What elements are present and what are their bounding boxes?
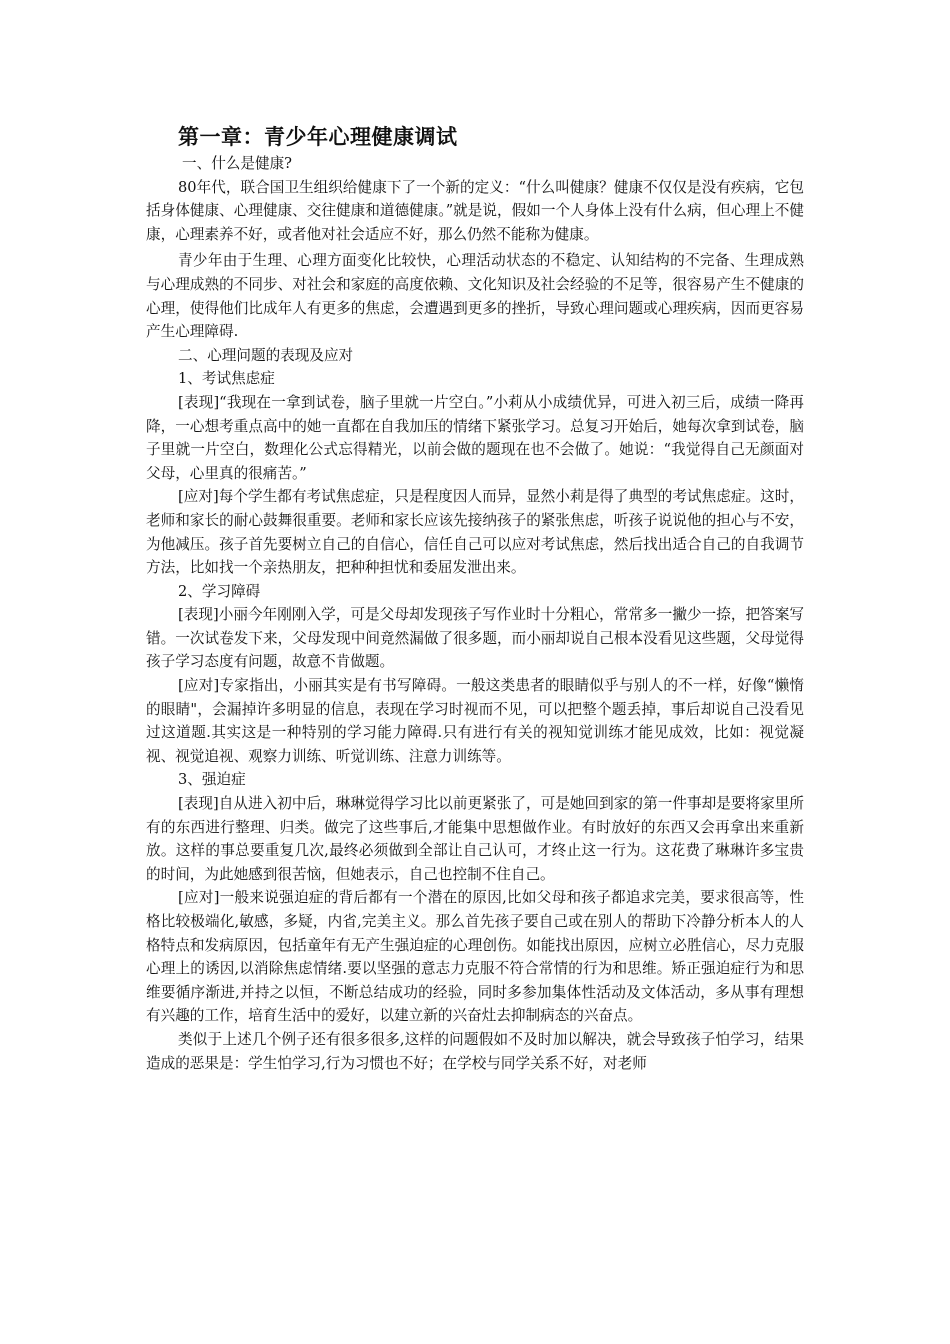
section-heading-what-is-health: 一、什么是健康? xyxy=(182,155,292,172)
subheading-learning-disorder: 2、学习障碍 xyxy=(178,582,261,600)
paragraph-learning-disorder-symptom: [表现]小丽今年刚刚入学，可是父母却发现孩子写作业时十分粗心，常常多一撇少一捺，把答案写错。一次试卷发下来，父母发现中间竟然漏做了很多题，而小丽却说自己根本没看见这些题，父母觉得孩子学习态度有问题，故意不肯做题。 xyxy=(146,606,804,671)
paragraph-adolescent-psychology: 青少年由于生理、心理方面变化比较快，心理活动状态的不稳定、认知结构的不完备、生理成熟与心理成熟的不同步、对社会和家庭的高度依赖、文化知识及社会经验的不足等，很容易产生不健康的心理，使得他们比成年人有更多的焦虑，会遭遇到更多的挫折，导致心理问题或心理疾病，因而更容易产生心理障碍. xyxy=(146,252,804,341)
section-heading-problems-and-responses: 二、心理问题的表现及应对 xyxy=(178,346,354,364)
paragraph-ocd-symptom: [表现]自从进入初中后，琳琳觉得学习比以前更紧张了，可是她回到家的第一件事却是要将家里所有的东西进行整理、归类。做完了这些事后,才能集中思想做作业。有时放好的东西又会再拿出来重新放。这样的事总要重复几次,最终必须做到全部让自己认可，才终止这一行为。这花费了琳琳许多宝贵的时间，为此她感到很苦恼，但她表示，自己也控制不住自己。 xyxy=(146,795,804,883)
paragraph-ocd-response: [应对]一般来说强迫症的背后都有一个潜在的原因,比如父母和孩子都追求完美，要求很高等，性格比较极端化,敏感，多疑，内省,完美主义。那么首先孩子要自己或在别人的帮助下冷静分析本人的人格特点和发病原因，包括童年有无产生强迫症的心理创伤。如能找出原因，应树立必胜信心，尽力克服心理上的诱因,以消除焦虑情绪.要以坚强的意志力克服不符合常情的行为和思维。矫正强迫症行为和思维要循序渐进,并持之以恒，不断总结成功的经验，同时多参加集体性活动及文体活动，多从事有理想有兴趣的工作，培育生活中的爱好，以建立新的兴奋灶去抑制病态的兴奋点。 xyxy=(146,889,804,1025)
paragraph-health-definition: 80年代，联合国卫生组织给健康下了一个新的定义：“什么叫健康？健康不仅仅是没有疾病，它包括身体健康、心理健康、交往健康和道德健康。”就是说，假如一个人身体上没有什么病，但心理上不健康，心理素养不好，或者他对社会适应不好，那么仍然不能称为健康。 xyxy=(146,178,804,243)
paragraph-conclusion: 类似于上述几个例子还有很多很多,这样的问题假如不及时加以解决，就会导致孩子怕学习，结果造成的恶果是：学生怕学习,行为习惯也不好；在学校与同学关系不好，对老师 xyxy=(146,1030,804,1072)
paragraph-exam-anxiety-response: [应对]每个学生都有考试焦虑症，只是程度因人而异，显然小莉是得了典型的考试焦虑症。这时，老师和家长的耐心鼓舞很重要。老师和家长应该先接纳孩子的紧张焦虑，听孩子说说他的担心与不安，为他减压。孩子首先要树立自己的自信心，信任自己可以应对考试焦虑，然后找出适合自己的自我调节方法，比如找一个亲热朋友，把种种担忧和委屈发泄出来。 xyxy=(146,488,804,577)
paragraph-exam-anxiety-symptom: [表现]“我现在一拿到试卷，脑子里就一片空白。”小莉从小成绩优异，可进入初三后，成绩一降再降，一心想考重点高中的她一直都在自我加压的情绪下紧张学习。总复习开始后，她每次拿到试卷，脑子里就一片空白，数理化公式忘得精光，以前会做的题现在也不会做了。她说：“我觉得自己无颜面对父母，心里真的很痛苦。” xyxy=(146,393,804,482)
subheading-exam-anxiety: 1、考试焦虑症 xyxy=(178,370,275,388)
paragraph-learning-disorder-response: [应对]专家指出，小丽其实是有书写障碍。一般这类患者的眼睛似乎与别人的不一样，好像“懒惰的眼睛"，会漏掉许多明显的信息，表现在学习时视而不见，可以把整个题丢掉，事后却说自己没看见过这道题.其实这是一种特别的学习能力障碍.只有进行有关的视知觉训练才能见成效，比如：视觉凝视、视觉追视、观察力训练、听觉训练、注意力训练等。 xyxy=(146,677,804,765)
subheading-ocd: 3、强迫症 xyxy=(178,771,246,789)
chapter-title: 第一章：青少年心理健康调试 xyxy=(178,125,458,149)
document-body xyxy=(146,122,804,1075)
